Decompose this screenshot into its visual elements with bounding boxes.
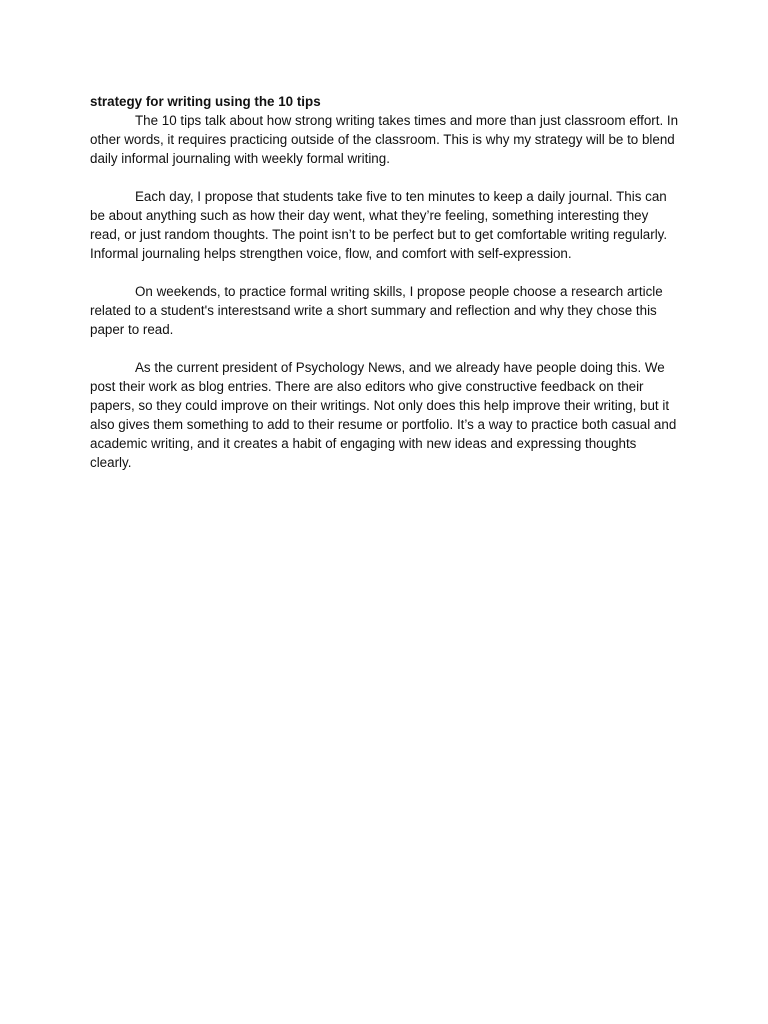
paragraph-spacer bbox=[90, 339, 680, 358]
paragraph-1: The 10 tips talk about how strong writing takes times and more than just classroom effort. In other words, it requires practicing outside of the classroom. This is why my strategy will be to blend daily informal journaling with weekly formal writing. bbox=[90, 113, 679, 166]
paragraph-spacer bbox=[90, 168, 680, 187]
document-body bbox=[90, 92, 680, 472]
paragraph-4: As the current president of Psychology News, and we already have people doing this. We post their work as blog entries. There are also editors who give constructive feedback on their papers, so they could improve on their writings. Not only does this help improve their writing, but it also gives them something to add to their resume or portfolio. It’s a way to practice both casual and academic writing, and it creates a habit of engaging with new ideas and expressing thoughts clearly. bbox=[90, 360, 677, 470]
paragraph-2: Each day, I propose that students take five to ten minutes to keep a daily journal. This can be about anything such as how their day went, what they’re feeling, something interesting they read, or just random thoughts. The point isn’t to be perfect but to get comfortable writing regularly. Informal journaling helps strengthen voice, flow, and comfort with self-expression. bbox=[90, 189, 668, 261]
paragraph-spacer bbox=[90, 263, 680, 282]
document-title: strategy for writing using the 10 tips bbox=[90, 94, 321, 109]
paragraph-3: On weekends, to practice formal writing skills, I propose people choose a research article related to a student's interestsand write a short summary and reflection and why they chose this paper to read. bbox=[90, 284, 663, 337]
